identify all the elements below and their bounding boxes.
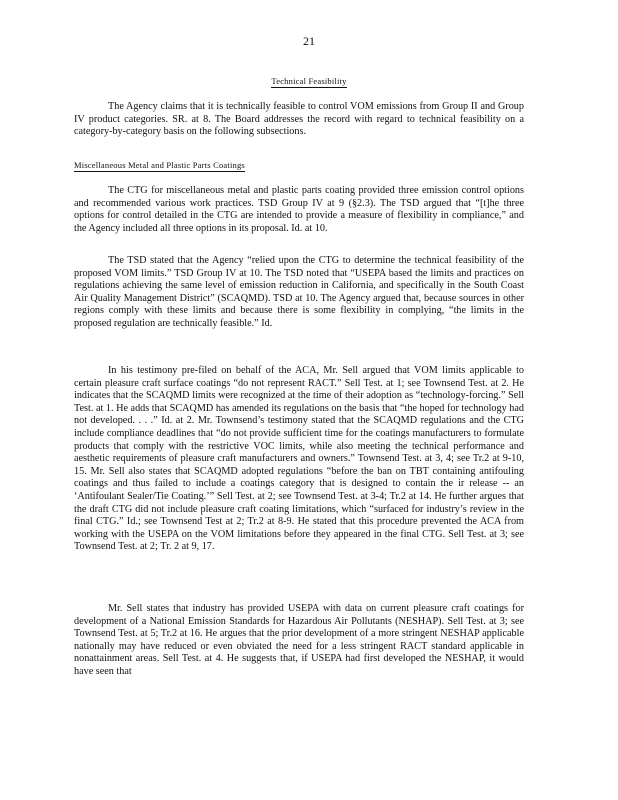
paragraph-tsd-feasibility: The TSD stated that the Agency “relied upon the CTG to determine the technical feasibility of the proposed VOM limits.” TSD Group IV at 10. The TSD noted that “USEPA based the limits and practices on regulations achieving the same level of emission reduction in California, and specifically in the South Coast Air Quality Management District” (SCAQMD). TSD at 10. The Agency argued that, because sources in other regions comply with these limits and because there is some flexibility in complying, “the limits in the proposed regulation are technically feasible.” Id. [74, 255, 524, 329]
subsection-heading-text: Miscellaneous Metal and Plastic Parts Coatings [74, 160, 245, 170]
subsection-heading [74, 160, 245, 170]
paragraph-ctg-options: The CTG for miscellaneous metal and plastic parts coating provided three emission control options and recommended various work practices. TSD Group IV at 9 (§2.3). The TSD argued that “[t]he three options for control detailed in the CTG are intended to provide a measure of flexibility in compliance,” and the Agency included all three options in its proposal. Id. at 10. [74, 185, 524, 234]
paragraph-neshap: Mr. Sell states that industry has provided USEPA with data on current pleasure craft coatings for development of a National Emission Standards for Hazardous Air Pollutants (NESHAP). Sell Test. at 3; see Townsend Test. at 5; Tr.2 at 16. He argues that the prior development of a more stringent NESHAP applicable nationally may have reduced or even obviated the need for a less stringent RACT standard applicable in nonattainment areas. Sell Test. at 4. He suggests that, if USEPA had first developed the NESHAP, it would have seen that [74, 603, 524, 677]
paragraph-intro: The Agency claims that it is technically feasible to control VOM emissions from Group II and Group IV product categories. SR. at 8. The Board addresses the record with regard to technical feasibility on a category-by-category basis on the following subsections. [74, 101, 524, 138]
paragraph-sell-testimony: In his testimony pre-filed on behalf of the ACA, Mr. Sell argued that VOM limits applicable to certain pleasure craft surface coatings “do not represent RACT.” Sell Test. at 1; see Townsend Test. at 2. He indicates that the SCAQMD limits were recognized at the time of their adoption as “technology-forcing.” Sell Test. at 1. He adds that SCAQMD has amended its regulations on the basis that “the hoped for technology had not developed. . . .” Id. at 2. Mr. Townsend’s testimony stated that the SCAQMD regulations and the CTG include compliance deadlines that “do not provide sufficient time for the coatings manufacturers to formulate products that comply with the restrictive VOC limits, while also meeting the technical performance and aesthetic requirements of pleasure craft manufacturers and owners.” Townsend Test. at 3, 4; see Tr.2 at 9-10, 15. Mr. Sell also states that SCAQMD adopted regulations “before the ban on TBT containing antifouling coatings and thus failed to include a coatings category that is designed to contain the ir release -- an ‘Antifoulant Sealer/Tie Coating.’” Sell Test. at 2; see Townsend Test. at 3-4; Tr.2 at 14. He further argues that the draft CTG did not include pleasure craft coating limitations, which “surfaced for industry’s review in the final CTG.” Id.; see Townsend Test at 2; Tr.2 at 8-9. He stated that this procedure prevented the ACA from working with the USEPA on the VOM limitations before they appeared in the final CTG. Sell Test. at 3; see Townsend Test. at 2; Tr. 2 at 9, 17. [74, 365, 524, 553]
section-heading [0, 76, 618, 86]
section-heading-text: Technical Feasibility [271, 76, 347, 86]
page-number: 21 [303, 34, 315, 48]
